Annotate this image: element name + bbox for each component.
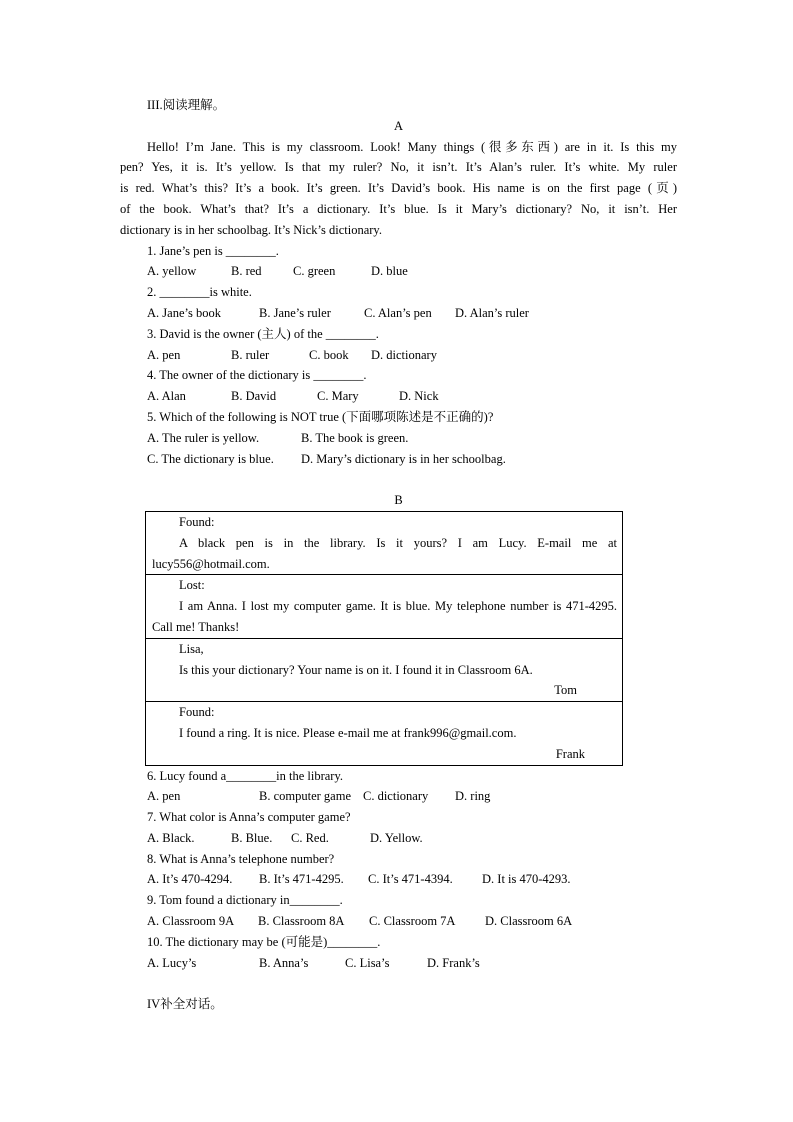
question-2: 2. ________is white. [147, 285, 252, 300]
question-3: 3. David is the owner (主人) of the ________. [147, 326, 379, 341]
question-2-options [120, 303, 677, 324]
option: B. computer game [259, 789, 351, 804]
option: C. Classroom 7A [369, 914, 456, 929]
worksheet-content [120, 95, 677, 1015]
option: D. Classroom 6A [485, 914, 573, 929]
option: D. dictionary [371, 347, 437, 362]
notice-body: I found a ring. It is nice. Please e-mail me at frank996@gmail.com. [179, 725, 517, 740]
option: D. Mary’s dictionary is in her schoolbag. [301, 451, 506, 466]
option: D. blue [371, 264, 408, 279]
passage-a-label: A [393, 118, 404, 133]
notice-row [146, 575, 623, 638]
question-1-options [120, 261, 677, 282]
option: A. pen [147, 789, 181, 804]
notice-cell [146, 702, 623, 765]
option: C. The dictionary is blue. [147, 451, 274, 466]
option: A. Lucy’s [147, 955, 197, 970]
option: D. It is 470-4293. [482, 872, 571, 887]
passage-a-line: Hello! I’m Jane. This is my classroom. Look! Many things (很多东西) are in it. Is this my [147, 139, 677, 154]
question-9-options [120, 911, 677, 932]
passage-a-line: of the book. What’s that? It’s a dictionary. It’s blue. Is it Mary’s dictionary? No, it isn’t. Her [120, 201, 677, 216]
option: B. It’s 471-4295. [259, 872, 344, 887]
question-8: 8. What is Anna’s telephone number? [147, 851, 335, 866]
option: C. It’s 471-4394. [368, 872, 453, 887]
option: B. Classroom 8A [258, 914, 345, 929]
notice-body: A black pen is in the library. Is it yours? I am Lucy. E-mail me at lucy556@hotmail.com. [152, 535, 617, 571]
section-3-title: III.阅读理解。 [147, 98, 226, 112]
option: D. ring [455, 789, 491, 804]
section-4-title: IV补全对话。 [147, 997, 223, 1012]
option: B. David [231, 389, 277, 404]
passage-a-line: pen? Yes, it is. It’s yellow. Is that my ruler? No, it isn’t. It’s Alan’s ruler. It’s white. My ruler [120, 160, 677, 175]
option: C. book [309, 347, 349, 362]
notice-table [145, 511, 623, 766]
notice-cell [146, 638, 623, 701]
option: C. dictionary [363, 789, 429, 804]
option: A. pen [147, 347, 181, 362]
question-10: 10. The dictionary may be (可能是)________. [147, 934, 381, 949]
question-9: 9. Tom found a dictionary in________. [147, 893, 343, 908]
question-1: 1. Jane’s pen is ________. [147, 243, 279, 258]
notice-heading: Lost: [179, 578, 205, 593]
notice-row [146, 511, 623, 574]
passage-a-line: is red. What’s this? It’s a book. It’s green. It’s David’s book. His name is on the first page (页) [120, 181, 677, 196]
option: B. red [231, 264, 262, 279]
notice-cell [146, 511, 623, 574]
option: A. Jane’s book [147, 305, 221, 320]
notice-row [146, 638, 623, 701]
question-5: 5. Which of the following is NOT true (下面哪项陈述是不正确的)? [147, 409, 494, 424]
notice-signature: Tom [554, 683, 577, 698]
passage-a-text [120, 137, 677, 241]
question-6-options [120, 786, 677, 807]
option: A. It’s 470-4294. [147, 872, 233, 887]
question-5-options [120, 428, 677, 449]
option: C. Mary [317, 389, 359, 404]
option: C. green [293, 264, 336, 279]
question-8-options [120, 869, 677, 890]
notice-body: Is this your dictionary? Your name is on it. I found it in Classroom 6A. [179, 662, 533, 677]
notice-signature: Frank [555, 746, 585, 761]
notice-row [146, 702, 623, 765]
option: A. The ruler is yellow. [147, 430, 260, 445]
option: A. Alan [147, 389, 186, 404]
notice-cell [146, 575, 623, 638]
question-5-options-row-2 [120, 449, 677, 470]
option: D. Yellow. [370, 830, 423, 845]
option: B. Anna’s [259, 955, 309, 970]
option: A. Black. [147, 830, 195, 845]
option: D. Frank’s [427, 955, 480, 970]
option: D. Alan’s ruler [455, 305, 529, 320]
question-7: 7. What color is Anna’s computer game? [147, 810, 351, 825]
question-7-options [120, 828, 677, 849]
question-4-options [120, 386, 677, 407]
question-6: 6. Lucy found a________in the library. [147, 768, 344, 783]
option: B. ruler [231, 347, 270, 362]
option: B. Jane’s ruler [259, 305, 331, 320]
option: A. Classroom 9A [147, 914, 235, 929]
notice-body: I am Anna. I lost my computer game. It is blue. My telephone number is 471-4295. Call me! Thanks! [152, 599, 617, 634]
passage-a-line: dictionary is in her schoolbag. It’s Nick’s dictionary. [120, 222, 382, 237]
option: B. The book is green. [301, 430, 409, 445]
option: A. yellow [147, 264, 197, 279]
question-10-options [120, 953, 677, 974]
option: C. Red. [291, 830, 329, 845]
notice-heading: Lisa, [179, 641, 204, 656]
notice-heading: Found: [179, 514, 215, 529]
option: D. Nick [399, 389, 439, 404]
option: C. Alan’s pen [364, 305, 432, 320]
notice-heading: Found: [179, 705, 215, 720]
option: C. Lisa’s [345, 955, 390, 970]
passage-b-label: B [394, 493, 403, 508]
question-4: 4. The owner of the dictionary is ________. [147, 368, 367, 383]
option: B. Blue. [231, 830, 273, 845]
question-3-options [120, 345, 677, 366]
